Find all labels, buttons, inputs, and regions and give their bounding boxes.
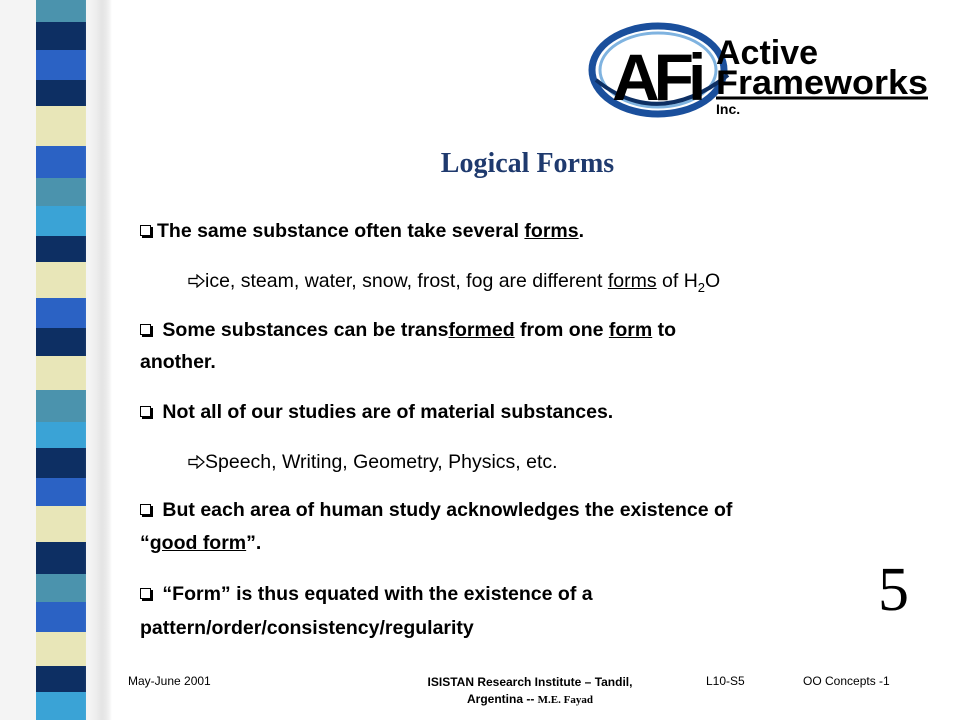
bullet-not-all-studies: Not all of our studies are of material substances. [140,397,900,428]
strip-block [36,478,86,506]
footer-slide-code: L10-S5 [706,674,745,688]
strip-block [36,178,86,206]
bullet-good-form-line2: “good form”. [140,532,262,554]
strip-block [36,422,86,448]
bullet-form-equated-line2: pattern/order/consistency/regularity [140,617,474,639]
footer-institute: ISISTAN Research Institute – Tandil, Argentina -- M.E. Fayad [427,675,633,706]
strip-block [36,22,86,50]
bullet-same-substance: The same substance often take several forms. [140,216,900,247]
logo-name-line1: Active [716,34,819,72]
strip-block [36,262,86,298]
strip-block [36,632,86,666]
square-bullet-icon [140,225,151,236]
strip-block [36,390,86,422]
slide-number: 5 [878,556,909,624]
strip-block [36,0,86,22]
active-frameworks-logo [588,20,933,120]
logo-suffix: Inc. [716,101,741,117]
strip-block [36,356,86,390]
square-bullet-icon [140,324,151,335]
strip-block [36,692,86,720]
strip-block [36,666,86,692]
bullet-form-equated: “Form” is thus equated with the existence of a [140,579,900,610]
bullet-good-form: But each area of human study acknowledges the existence of [140,495,900,526]
bullet-transformed: Some substances can be transformed from one form to [140,315,900,346]
strip-block [36,574,86,602]
strip-block [36,328,86,356]
square-bullet-icon [140,588,151,599]
strip-block [36,236,86,262]
slide-title: Logical Forms [440,148,615,179]
logo-name-line2: Frameworks [716,64,928,102]
strip-block [36,602,86,632]
bullet-transformed-line2: another. [140,351,216,373]
strip-block [36,106,86,146]
strip-block [36,80,86,106]
hollow-arrow-icon [188,274,205,288]
strip-block [36,146,86,178]
strip-block [36,448,86,478]
left-decorative-strip [0,0,112,720]
logo-letters: AFi [612,40,701,114]
strip-block [36,506,86,542]
subbullet-forms-of-water: ice, steam, water, snow, frost, fog are different forms of $H_2O$ [188,266,948,297]
square-bullet-icon [140,406,151,417]
strip-block [36,542,86,574]
strip-block [36,206,86,236]
hollow-arrow-icon [188,455,205,469]
footer-date: May-June 2001 [128,674,211,688]
footer-course: OO Concepts -1 [803,674,890,688]
subbullet-studies-list: Speech, Writing, Geometry, Physics, etc. [188,447,948,478]
strip-block [36,50,86,80]
strip-block [36,298,86,328]
square-bullet-icon [140,504,151,515]
